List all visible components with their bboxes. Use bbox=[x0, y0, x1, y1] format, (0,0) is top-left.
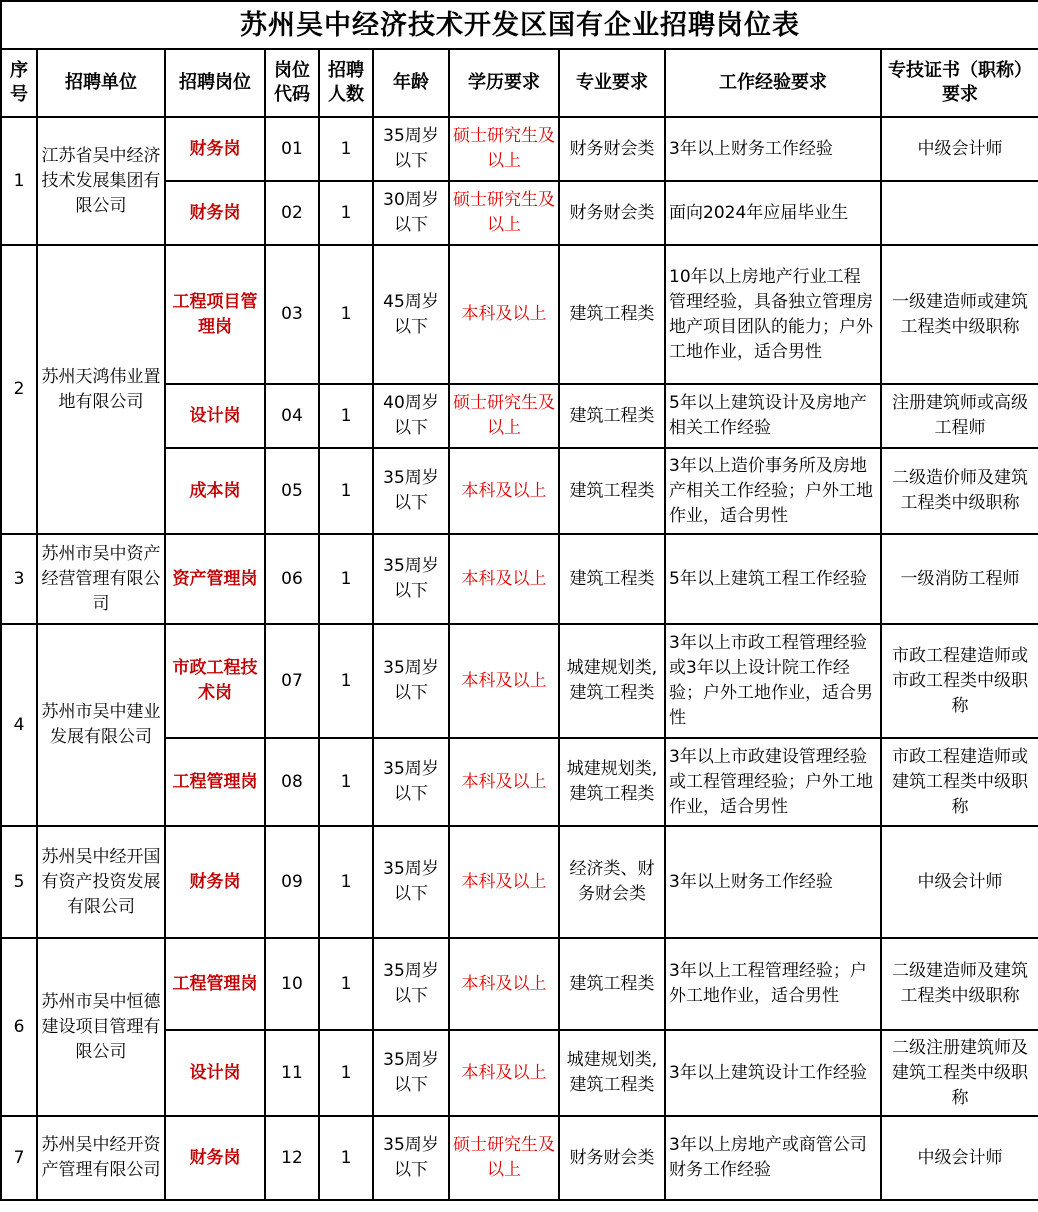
major-cell: 城建规划类,建筑工程类 bbox=[559, 1030, 665, 1116]
header-education: 学历要求 bbox=[449, 49, 559, 117]
certificate-cell: 市政工程建造师或市政工程类中级职称 bbox=[881, 624, 1038, 738]
count-cell: 1 bbox=[319, 938, 373, 1030]
header-count: 招聘人数 bbox=[319, 49, 373, 117]
major-cell: 财务财会类 bbox=[559, 181, 665, 245]
age-cell: 35周岁以下 bbox=[373, 448, 449, 534]
age-cell: 35周岁以下 bbox=[373, 826, 449, 938]
table-row bbox=[1, 534, 1038, 624]
count-cell: 1 bbox=[319, 738, 373, 826]
education-cell: 本科及以上 bbox=[449, 826, 559, 938]
company-cell: 江苏省吴中经济技术发展集团有限公司 bbox=[37, 117, 165, 245]
code-cell: 05 bbox=[265, 448, 319, 534]
code-cell: 02 bbox=[265, 181, 319, 245]
post-cell: 资产管理岗 bbox=[165, 534, 265, 624]
age-cell: 30周岁以下 bbox=[373, 181, 449, 245]
post-cell: 市政工程技术岗 bbox=[165, 624, 265, 738]
certificate-cell: 一级消防工程师 bbox=[881, 534, 1038, 624]
code-cell: 07 bbox=[265, 624, 319, 738]
experience-cell: 3年以上市政建设管理经验或工程管理经验；户外工地作业，适合男性 bbox=[665, 738, 881, 826]
experience-cell: 10年以上房地产行业工程管理经验，具备独立管理房地产项目团队的能力；户外工地作业，适合男性 bbox=[665, 245, 881, 384]
count-cell: 1 bbox=[319, 245, 373, 384]
post-cell: 设计岗 bbox=[165, 1030, 265, 1116]
experience-cell: 5年以上建筑设计及房地产相关工作经验 bbox=[665, 384, 881, 448]
table-row bbox=[1, 117, 1038, 181]
count-cell: 1 bbox=[319, 448, 373, 534]
certificate-cell: 一级建造师或建筑工程类中级职称 bbox=[881, 245, 1038, 384]
code-cell: 06 bbox=[265, 534, 319, 624]
post-cell: 财务岗 bbox=[165, 181, 265, 245]
major-cell: 建筑工程类 bbox=[559, 384, 665, 448]
education-cell: 本科及以上 bbox=[449, 624, 559, 738]
age-cell: 35周岁以下 bbox=[373, 534, 449, 624]
post-cell: 工程项目管理岗 bbox=[165, 245, 265, 384]
code-cell: 08 bbox=[265, 738, 319, 826]
code-cell: 01 bbox=[265, 117, 319, 181]
company-cell: 苏州天鸿伟业置地有限公司 bbox=[37, 245, 165, 534]
table-row bbox=[1, 1116, 1038, 1200]
header-certificate: 专技证书（职称）要求 bbox=[881, 49, 1038, 117]
major-cell: 建筑工程类 bbox=[559, 938, 665, 1030]
post-cell: 设计岗 bbox=[165, 384, 265, 448]
seq-cell: 7 bbox=[1, 1116, 37, 1200]
post-cell: 财务岗 bbox=[165, 1116, 265, 1200]
company-cell: 苏州吴中经开资产管理有限公司 bbox=[37, 1116, 165, 1200]
certificate-cell: 中级会计师 bbox=[881, 117, 1038, 181]
major-cell: 建筑工程类 bbox=[559, 448, 665, 534]
major-cell: 建筑工程类 bbox=[559, 534, 665, 624]
post-cell: 财务岗 bbox=[165, 117, 265, 181]
seq-cell: 4 bbox=[1, 624, 37, 826]
count-cell: 1 bbox=[319, 1030, 373, 1116]
certificate-cell: 中级会计师 bbox=[881, 826, 1038, 938]
certificate-cell: 中级会计师 bbox=[881, 1116, 1038, 1200]
experience-cell: 3年以上房地产或商管公司财务工作经验 bbox=[665, 1116, 881, 1200]
header-major: 专业要求 bbox=[559, 49, 665, 117]
experience-cell: 3年以上财务工作经验 bbox=[665, 826, 881, 938]
certificate-cell: 二级造价师及建筑工程类中级职称 bbox=[881, 448, 1038, 534]
code-cell: 09 bbox=[265, 826, 319, 938]
code-cell: 03 bbox=[265, 245, 319, 384]
age-cell: 35周岁以下 bbox=[373, 938, 449, 1030]
count-cell: 1 bbox=[319, 534, 373, 624]
table-row bbox=[1, 624, 1038, 738]
seq-cell: 2 bbox=[1, 245, 37, 534]
company-cell: 苏州市吴中建业发展有限公司 bbox=[37, 624, 165, 826]
education-cell: 本科及以上 bbox=[449, 738, 559, 826]
education-cell: 本科及以上 bbox=[449, 1030, 559, 1116]
education-cell: 硕士研究生及以上 bbox=[449, 384, 559, 448]
experience-cell: 3年以上造价事务所及房地产相关工作经验；户外工地作业，适合男性 bbox=[665, 448, 881, 534]
company-cell: 苏州市吴中资产经营管理有限公司 bbox=[37, 534, 165, 624]
seq-cell: 6 bbox=[1, 938, 37, 1116]
education-cell: 硕士研究生及以上 bbox=[449, 1116, 559, 1200]
experience-cell: 3年以上建筑设计工作经验 bbox=[665, 1030, 881, 1116]
table-row bbox=[1, 938, 1038, 1030]
header-post: 招聘岗位 bbox=[165, 49, 265, 117]
header-company: 招聘单位 bbox=[37, 49, 165, 117]
major-cell: 财务财会类 bbox=[559, 1116, 665, 1200]
code-cell: 04 bbox=[265, 384, 319, 448]
major-cell: 经济类、财务财会类 bbox=[559, 826, 665, 938]
table-row bbox=[1, 245, 1038, 384]
education-cell: 本科及以上 bbox=[449, 448, 559, 534]
page-title: 苏州吴中经济技术开发区国有企业招聘岗位表 bbox=[1, 1, 1038, 49]
certificate-cell bbox=[881, 181, 1038, 245]
major-cell: 建筑工程类 bbox=[559, 245, 665, 384]
experience-cell: 面向2024年应届毕业生 bbox=[665, 181, 881, 245]
experience-cell: 3年以上财务工作经验 bbox=[665, 117, 881, 181]
seq-cell: 3 bbox=[1, 534, 37, 624]
company-cell: 苏州市吴中恒德建设项目管理有限公司 bbox=[37, 938, 165, 1116]
age-cell: 35周岁以下 bbox=[373, 117, 449, 181]
count-cell: 1 bbox=[319, 1116, 373, 1200]
age-cell: 35周岁以下 bbox=[373, 1030, 449, 1116]
post-cell: 工程管理岗 bbox=[165, 738, 265, 826]
table-row bbox=[1, 826, 1038, 938]
experience-cell: 3年以上市政工程管理经验或3年以上设计院工作经验；户外工地作业，适合男性 bbox=[665, 624, 881, 738]
post-cell: 工程管理岗 bbox=[165, 938, 265, 1030]
major-cell: 城建规划类,建筑工程类 bbox=[559, 624, 665, 738]
seq-cell: 5 bbox=[1, 826, 37, 938]
age-cell: 40周岁以下 bbox=[373, 384, 449, 448]
experience-cell: 3年以上工程管理经验；户外工地作业，适合男性 bbox=[665, 938, 881, 1030]
post-cell: 成本岗 bbox=[165, 448, 265, 534]
experience-cell: 5年以上建筑工程工作经验 bbox=[665, 534, 881, 624]
count-cell: 1 bbox=[319, 181, 373, 245]
company-cell: 苏州吴中经开国有资产投资发展有限公司 bbox=[37, 826, 165, 938]
age-cell: 45周岁以下 bbox=[373, 245, 449, 384]
age-cell: 35周岁以下 bbox=[373, 738, 449, 826]
count-cell: 1 bbox=[319, 117, 373, 181]
count-cell: 1 bbox=[319, 624, 373, 738]
header-age: 年龄 bbox=[373, 49, 449, 117]
seq-cell: 1 bbox=[1, 117, 37, 245]
post-cell: 财务岗 bbox=[165, 826, 265, 938]
code-cell: 12 bbox=[265, 1116, 319, 1200]
count-cell: 1 bbox=[319, 826, 373, 938]
code-cell: 11 bbox=[265, 1030, 319, 1116]
certificate-cell: 注册建筑师或高级工程师 bbox=[881, 384, 1038, 448]
age-cell: 35周岁以下 bbox=[373, 1116, 449, 1200]
certificate-cell: 二级建造师及建筑工程类中级职称 bbox=[881, 938, 1038, 1030]
certificate-cell: 二级注册建筑师及建筑工程类中级职称 bbox=[881, 1030, 1038, 1116]
major-cell: 财务财会类 bbox=[559, 117, 665, 181]
header-experience: 工作经验要求 bbox=[665, 49, 881, 117]
header-seq: 序号 bbox=[1, 49, 37, 117]
education-cell: 硕士研究生及以上 bbox=[449, 117, 559, 181]
education-cell: 本科及以上 bbox=[449, 534, 559, 624]
major-cell: 城建规划类,建筑工程类 bbox=[559, 738, 665, 826]
education-cell: 硕士研究生及以上 bbox=[449, 181, 559, 245]
count-cell: 1 bbox=[319, 384, 373, 448]
education-cell: 本科及以上 bbox=[449, 938, 559, 1030]
header-code: 岗位代码 bbox=[265, 49, 319, 117]
age-cell: 35周岁以下 bbox=[373, 624, 449, 738]
certificate-cell: 市政工程建造师或建筑工程类中级职称 bbox=[881, 738, 1038, 826]
education-cell: 本科及以上 bbox=[449, 245, 559, 384]
code-cell: 10 bbox=[265, 938, 319, 1030]
